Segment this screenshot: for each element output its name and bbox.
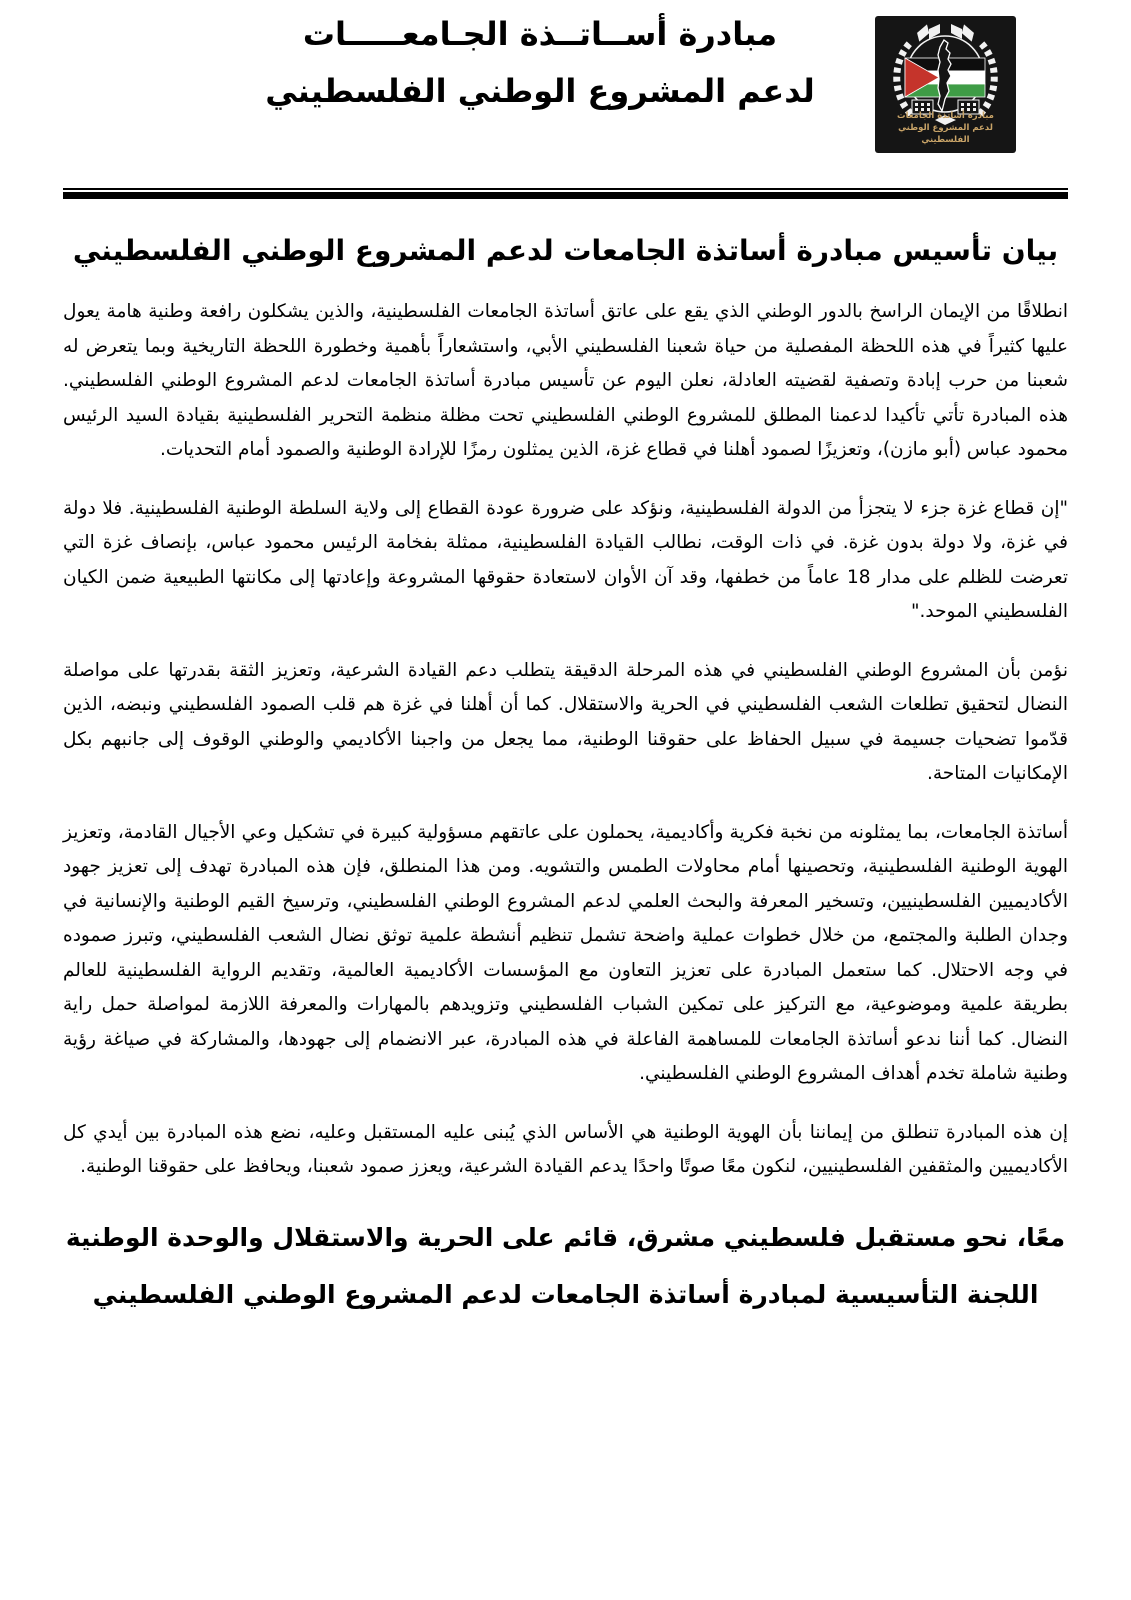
palestine-map-icon [938,40,951,111]
document-header [0,0,1131,176]
statement-paragraph-4: أساتذة الجامعات، بما يمثلونه من نخبة فكرية وأكاديمية، يحملون على عاتقهم مسؤولية كبيرة في تشكيل وعي الأجيال القادمة، وتعزيز الهوية الوطنية الفلسطينية، وتحصينها أمام محاولات الطمس والتشويه. ومن هذا المنطلق، فإن هذه المبادرة تهدف إلى تعزيز جهود الأكاديميين الفلسطينيين، وتسخير المعرفة والبحث العلمي لدعم المشروع الوطني الفلسطيني، وترسيخ القيم الوطنية والإنسانية في وجدان الطلبة والمجتمع، من خلال خطوات عملية واضحة تشمل تنظيم أنشطة علمية توثق نضال الشعب الفلسطيني، وتبرز صموده في وجه الاحتلال. كما ستعمل المبادرة على تعزيز التعاون مع المؤسسات الأكاديمية العالمية، وتقديم الرواية الفلسطينية للعالم بطريقة علمية وموضوعية، مع التركيز على تمكين الشباب الفلسطيني وتزويدهم بالمهارات والمعرفة اللازمة لمواصلة حمل راية النضال. كما أننا ندعو أساتذة الجامعات للمساهمة الفاعلة في هذه المبادرة، عبر الانضمام إلى جهودها، والمشاركة في صياغة رؤية وطنية شاملة تخدم أهداف المشروع الوطني الفلسطيني. [63,821,1068,1084]
statement-paragraph-1: انطلاقًا من الإيمان الراسخ بالدور الوطني الذي يقع على عاتق أساتذة الجامعات الفلسطينية، والذين يشكلون رافعة وطنية هامة يعول عليها كثيراً في هذه اللحظة المفصلية من حياة شعبنا الفلسطيني الأبي، واستشعاراً بأهمية وخطورة اللحظة التاريخية وبما يتعرض له شعبنا من حرب إبادة وتصفية لقضيته العادلة، نعلن اليوم عن تأسيس مبادرة أساتذة الجامعات لدعم المشروع الوطني الفلسطيني. هذه المبادرة تأتي تأكيدا لدعمنا المطلق للمشروع الوطني الفلسطيني تحت مظلة منظمة التحرير الفلسطينية بقيادة السيد الرئيس محمود عباس (أبو مازن)، وتعزيزًا لصمود أهلنا في قطاع غزة، الذين يمثلون رمزًا للإرادة الوطنية والصمود أمام التحديات. [63,301,1068,460]
statement-body [63,295,1068,1185]
header-title-line1: مبادرة أســاتــذة الجـامعـــــات [302,15,778,53]
header-divider [63,188,1068,199]
statement-paragraph-5: إن هذه المبادرة تنطلق من إيماننا بأن الهوية الوطنية هي الأساس الذي يُبنى عليه المستقبل وعليه، نضع هذه المبادرة بين أيدي كل الأكاديميين والمثقفين الفلسطينيين، لنكون معًا صوتًا واحدًا يدعم القيادة الشرعية، ويعزز صمود شعبنا، ويحافظ على حقوقنا الوطنية. [63,1121,1068,1177]
divider-thin-rule [63,188,1068,190]
statement-paragraph-3: نؤمن بأن المشروع الوطني الفلسطيني في هذه المرحلة الدقيقة يتطلب دعم القيادة الشرعية، وتعزيز الثقة بقدرتها على مواصلة النضال لتحقيق تطلعات الشعب الفلسطيني في الحرية والاستقلال. كما أن أهلنا في غزة هم قلب الصمود الفلسطيني ونبضه، الذين قدّموا تضحيات جسيمة في سبيل الحفاظ على حقوقنا الوطنية، مما يجعل من واجبنا الأكاديمي والوطني الوقوف إلى جانبهم بكل الإمكانيات المتاحة. [63,659,1068,784]
logo-caption-line1: مبادرة أساتذة الجامعات [897,111,994,121]
header-title-line2: لدعم المشروع الوطني الفلسطيني [265,72,815,110]
closing-slogan: معًا، نحو مستقبل فلسطيني مشرق، قائم على الحرية والاستقلال والوحدة الوطنية [65,1222,1066,1252]
statement-closing [63,1209,1068,1323]
logo-caption-line2: لدعم المشروع الوطني الفلسطيني [898,123,993,145]
statement-paragraph-2: "إن قطاع غزة جزء لا يتجزأ من الدولة الفلسطينية، ونؤكد على ضرورة عودة القطاع إلى ولاية السلطة الوطنية الفلسطينية. فلا دولة في غزة، ولا دولة بدون غزة. في ذات الوقت، نطالب القيادة الفلسطينية، ممثلة بفخامة الرئيس محمود عباس، بإنصاف غزة التي تعرضت للظلم على مدار 18 عاماً من خطفها، وقد آن الأوان لاستعادة حقوقها المشروعة وإعادتها إلى مكانتها الطبيعية ضمن الكيان الفلسطيني الموحد." [63,497,1068,622]
closing-signature: اللجنة التأسيسية لمبادرة أساتذة الجامعات لدعم المشروع الوطني الفلسطيني [92,1279,1039,1309]
statement-heading: بيان تأسيس مبادرة أساتذة الجامعات لدعم المشروع الوطني الفلسطيني [72,234,1059,267]
initiative-logo [875,16,1016,153]
divider-thick-rule [63,192,1068,199]
books-icon [916,24,975,42]
header-title [240,6,840,120]
logo-captions [875,110,1016,146]
